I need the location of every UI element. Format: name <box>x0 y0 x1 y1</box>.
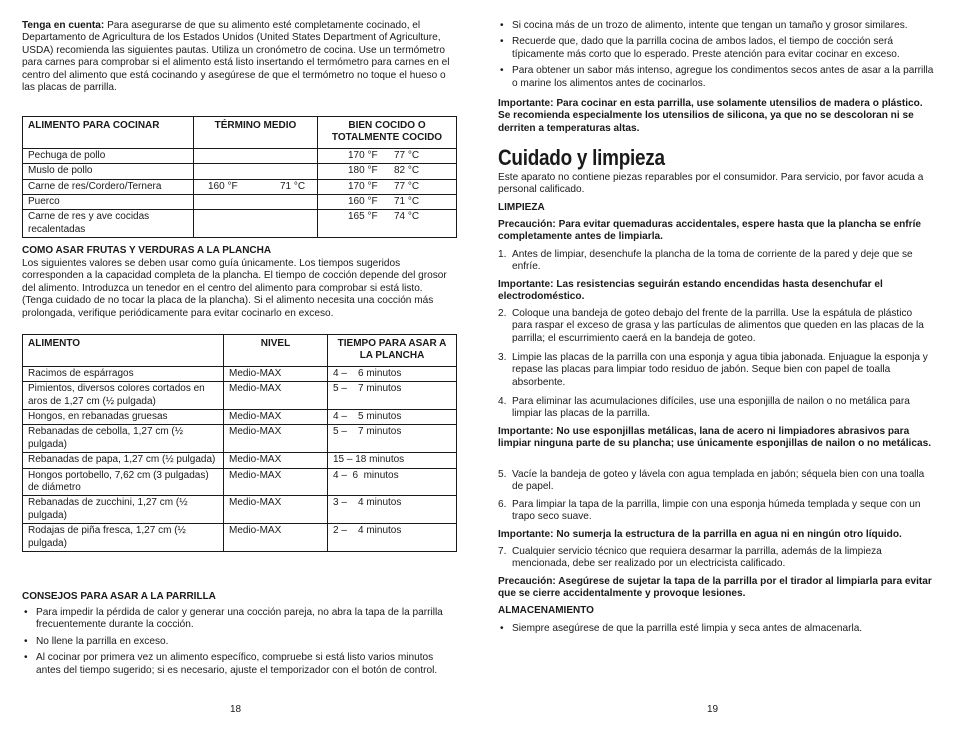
cell-food: Hongos, en rebanadas gruesas <box>23 410 224 425</box>
list-item: • Para impedir la pérdida de calor y generar una cocción pareja, no abra la tapa de la parrilla frecuentemente durante la cocción. <box>22 607 456 632</box>
cell-medium <box>194 210 318 238</box>
list-item: • No llene la parrilla en exceso. <box>22 636 456 648</box>
cell-food: Hongos portobello, 7,62 cm (3 pulgadas) de diámetro <box>23 468 224 496</box>
table-row <box>23 164 457 179</box>
table-row <box>23 210 457 238</box>
well-fahrenheit: 170 °F <box>348 149 378 161</box>
medium-fahrenheit: 160 °F <box>208 180 238 192</box>
important-water-note: Importante: No sumerja la estructura de la parrilla en agua ni en ningún otro líquido. <box>498 529 902 540</box>
cleaning-step-2: 2. Coloque una bandeja de goteo debajo del frente de la parrilla. Use la espátula de plástico para raspar el exceso de grasa y las partículas de alimentos que queden en las placas de la parrilla; el escurrimiento caerá en la bandeja de goteo. <box>498 308 924 344</box>
cell-food: Carne de res/Cordero/Ternera <box>23 179 194 194</box>
well-celsius: 74 °C <box>394 211 420 223</box>
cell-level: Medio-MAX <box>224 496 328 524</box>
cell-food: Rodajas de piña fresca, 1,27 cm (½ pulgada) <box>23 524 224 552</box>
tips-title: CONSEJOS PARA ASAR A LA PARRILLA <box>22 591 216 602</box>
cell-level: Medio-MAX <box>224 382 328 410</box>
table-row <box>23 382 457 410</box>
well-celsius: 77 °C <box>394 180 420 192</box>
well-fahrenheit: 165 °F <box>348 211 378 223</box>
meat-temperature-table <box>22 116 457 238</box>
veg-section-text: Los siguientes valores se deben usar como guía únicamente. Los tiempos sugeridos corresponden a la capacidad completa de la plancha. El tiempo de cocción depende del grosor del alimento. Introduzca un tenedor en el centro del alimento para comprobar si está listo. (Tenga cuidado de no tocar la placa de la plancha). Si el alimento necesita una cocción más prolongada, verifique periódicamente para evitar cocinarlo en exceso. <box>22 258 447 319</box>
col-header-food: ALIMENTO PARA COCINAR <box>23 117 194 149</box>
table-row <box>23 453 457 468</box>
cleaning-step-6: 6. Para limpiar la tapa de la parrilla, limpie con una esponja húmeda templada y seque con un trapo seco suave. <box>498 499 921 523</box>
usda-intro: Tenga en cuenta: Para asegurarse de que su alimento esté completamente cocinado, el Departamento de Agricultura de los Estados Unidos (United States Department of Agriculture, USDA) recomienda las siguientes pautas. Utiliza un cronómetro de cocina. Use un termómetro para carnes para comprobar si el alimento está listo insertando el termómetro para carnes en el centro del alimento que está cocinando y asegúrese de que el termómetro no toque el hueso o las placas de parrilla. <box>22 20 450 94</box>
important-heating-note: Importante: Las resistencias seguirán estando encendidas hasta desenchufar el electrodoméstico. <box>498 279 883 303</box>
storage-title: ALMACENAMIENTO <box>498 605 594 616</box>
care-cleaning-heading: Cuidado y limpieza <box>498 145 665 170</box>
table-header-row <box>23 117 457 149</box>
cell-level: Medio-MAX <box>224 453 328 468</box>
table-row <box>23 496 457 524</box>
table-row <box>23 524 457 552</box>
cleaning-step-3: 3. Limpie las placas de la parrilla con una esponja y agua tibia jabonada. Enjuague la esponja y repase las placas para limpiar todo residuo de jabón. Seque bien con papel de toalla absorbente. <box>498 352 928 388</box>
list-item: • Recuerde que, dado que la parrilla cocina de ambos lados, el tiempo de cocción será típicamente más corto que lo esperado. Preste atención para evitar cocinar en exceso. <box>498 36 934 61</box>
cell-medium <box>194 164 318 179</box>
caution-lid-note: Precaución: Asegúrese de sujetar la tapa de la parrilla por el tirador al limpiarla para evitar que se cierre accidentalmente y provoque lesiones. <box>498 576 932 600</box>
cell-food: Pechuga de pollo <box>23 148 194 163</box>
veg-grilling-table <box>22 334 457 552</box>
table-row <box>23 366 457 381</box>
cleaning-step-5: 5. Vacíe la bandeja de goteo y lávela con agua templada en jabón; séquela bien con una toalla de papel. <box>498 469 925 493</box>
cleaning-step-7: 7. Cualquier servicio técnico que requiera desarmar la parrilla, además de la limpieza mencionada, debe ser realizado por un electricista calificado. <box>498 546 882 570</box>
cell-medium <box>194 179 318 194</box>
cell-time: 4 – 6 minutos <box>328 468 457 496</box>
cell-time: 15 – 18 minutos <box>328 453 457 468</box>
page-number: 18 <box>230 704 242 715</box>
caution-burns-note: Precaución: Para evitar quemaduras accidentales, espere hasta que la plancha se enfríe completamente antes de limpiarla. <box>498 219 922 243</box>
table-header-row <box>23 335 457 367</box>
cell-food: Puerco <box>23 195 194 210</box>
col-header-medium: TÉRMINO MEDIO <box>194 117 318 149</box>
cell-medium <box>194 148 318 163</box>
cell-food: Rebanadas de zucchini, 1,27 cm (½ pulgada) <box>23 496 224 524</box>
cell-food: Rebanadas de papa, 1,27 cm (½ pulgada) <box>23 453 224 468</box>
page-number: 19 <box>707 704 719 715</box>
list-item: • Siempre asegúrese de que la parrilla esté limpia y seca antes de almacenarla. <box>498 623 934 635</box>
cell-level: Medio-MAX <box>224 524 328 552</box>
cleaning-step-4: 4. Para eliminar las acumulaciones difíciles, use una esponjilla de nailon o no metálica para limpiar las placas de la parrilla. <box>498 396 910 420</box>
well-fahrenheit: 160 °F <box>348 196 378 208</box>
cell-time: 3 – 4 minutos <box>328 496 457 524</box>
cell-well-done <box>318 164 457 179</box>
list-item: • Si cocina más de un trozo de alimento, intente que tengan un tamaño y grosor similares. <box>498 20 934 32</box>
cell-well-done <box>318 210 457 238</box>
list-item: • Al cocinar por primera vez un alimento específico, compruebe si está listo varios minutos antes del tiempo sugerido; si es necesario, ajuste el temporizador con el botón de control. <box>22 652 456 677</box>
table-row <box>23 148 457 163</box>
cell-well-done <box>318 179 457 194</box>
table-row <box>23 468 457 496</box>
cell-food: Racimos de espárragos <box>23 366 224 381</box>
cell-level: Medio-MAX <box>224 410 328 425</box>
list-item: • Para obtener un sabor más intenso, agregue los condimentos secos antes de asar a la parrilla o marine los alimentos antes de cocinarlos. <box>498 65 934 90</box>
cell-time: 2 – 4 minutos <box>328 524 457 552</box>
cell-food: Pimientos, diversos colores cortados en aros de 1,27 cm (½ pulgada) <box>23 382 224 410</box>
well-celsius: 82 °C <box>394 165 420 177</box>
cell-level: Medio-MAX <box>224 366 328 381</box>
cleaning-title: LIMPIEZA <box>498 202 545 213</box>
col-header-level: NIVEL <box>224 335 328 367</box>
col-header-food: ALIMENTO <box>23 335 224 367</box>
table-row <box>23 195 457 210</box>
care-intro-text: Este aparato no contiene piezas reparables por el consumidor. Para servicio, por favor acuda a personal calificado. <box>498 172 924 196</box>
cell-food: Carne de res y ave cocidas recalentadas <box>23 210 194 238</box>
table-row <box>23 425 457 453</box>
table-row <box>23 410 457 425</box>
important-pads-note: Importante: No use esponjillas metálicas, lana de acero ni limpiadores abrasivos para limpiar ninguna parte de su plancha; use únicamente esponjillas de nailon o no metálicas. <box>498 426 932 450</box>
well-celsius: 71 °C <box>394 196 420 208</box>
storage-list <box>498 623 934 639</box>
tips-continued-list <box>498 20 934 94</box>
cell-level: Medio-MAX <box>224 425 328 453</box>
cell-time: 5 – 7 minutos <box>328 382 457 410</box>
cell-food: Muslo de pollo <box>23 164 194 179</box>
cell-time: 4 – 5 minutos <box>328 410 457 425</box>
medium-celsius: 71 °C <box>280 180 306 192</box>
well-celsius: 77 °C <box>394 149 420 161</box>
cleaning-step-1: 1. Antes de limpiar, desenchufe la plancha de la toma de corriente de la pared y deje que se enfríe. <box>498 249 913 273</box>
cell-well-done <box>318 148 457 163</box>
cell-time: 4 – 6 minutos <box>328 366 457 381</box>
col-header-well-done: BIEN COCIDO O TOTALMENTE COCIDO <box>318 117 457 149</box>
well-fahrenheit: 170 °F <box>348 180 378 192</box>
cell-medium <box>194 195 318 210</box>
cell-time: 5 – 7 minutos <box>328 425 457 453</box>
veg-section-title: COMO ASAR FRUTAS Y VERDURAS A LA PLANCHA <box>22 245 272 256</box>
table-row <box>23 179 457 194</box>
cell-well-done <box>318 195 457 210</box>
well-fahrenheit: 180 °F <box>348 165 378 177</box>
cell-level: Medio-MAX <box>224 468 328 496</box>
important-utensils-note: Importante: Para cocinar en esta parrilla, use solamente utensilios de madera o plástico. Se recomienda especialmente los utensilios de silicona, ya que no se descoloran ni se derriten a temperaturas altas. <box>498 98 923 134</box>
tips-list <box>22 607 456 681</box>
col-header-time: TIEMPO PARA ASAR A LA PLANCHA <box>328 335 457 367</box>
cell-food: Rebanadas de cebolla, 1,27 cm (½ pulgada) <box>23 425 224 453</box>
